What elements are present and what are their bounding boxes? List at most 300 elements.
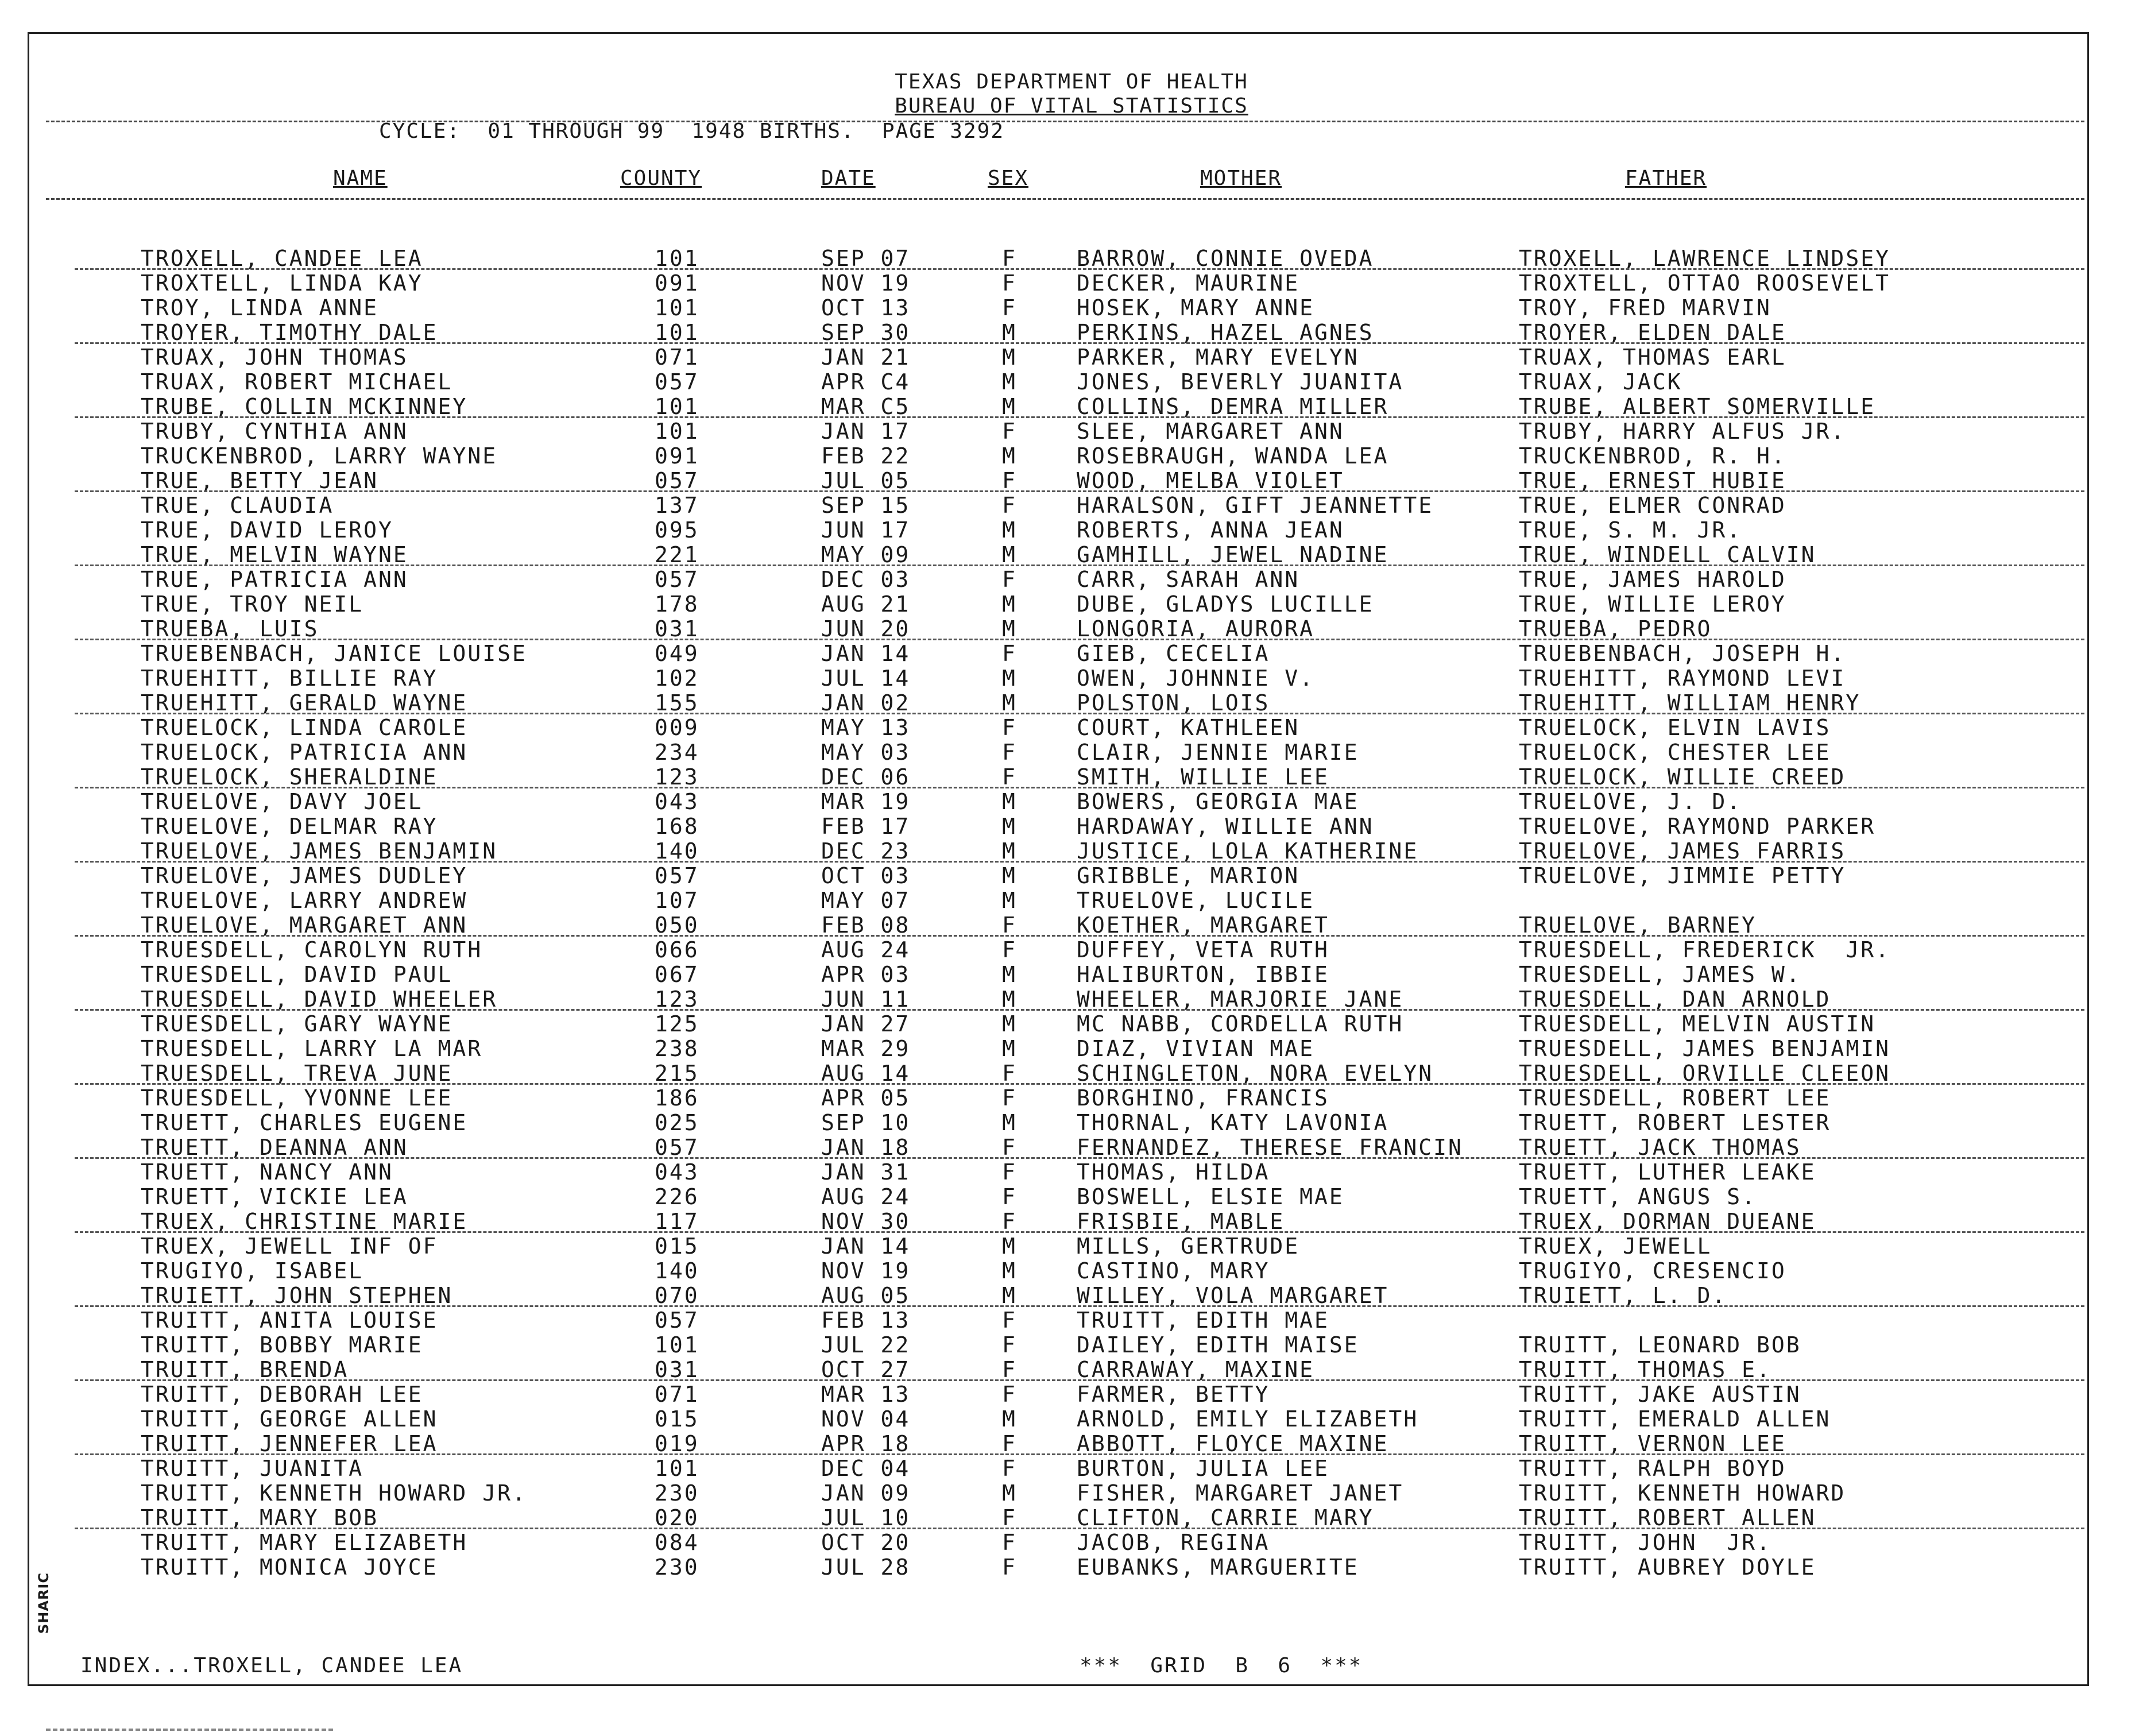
cell-mother: COURT, KATHLEEN — [1077, 715, 1300, 740]
cell-sex: F — [1002, 1382, 1017, 1407]
cell-sex: F — [1002, 913, 1017, 938]
cell-mother: GIEB, CECELIA — [1077, 641, 1270, 666]
cell-sex: F — [1002, 270, 1017, 296]
cell-father: TRUESDELL, ROBERT LEE — [1519, 1085, 1831, 1111]
cell-sex: M — [1002, 517, 1017, 543]
cell-name: TRUETT, CHARLES EUGENE — [141, 1110, 468, 1135]
cell-date: JUN 20 — [821, 616, 911, 641]
cell-name: TRUETT, DEANNA ANN — [141, 1135, 408, 1160]
cell-father: TRUE, S. M. JR. — [1519, 517, 1742, 543]
cell-mother: WOOD, MELBA VIOLET — [1077, 468, 1344, 493]
cell-mother: BURTON, JULIA LEE — [1077, 1456, 1329, 1481]
cell-county: 155 — [655, 690, 699, 716]
cell-county: 019 — [655, 1431, 699, 1456]
cell-sex: M — [1002, 1406, 1017, 1432]
row-separator — [75, 416, 2084, 418]
row-separator — [75, 1083, 2084, 1085]
cell-sex: M — [1002, 863, 1017, 888]
cell-father: TRUELOVE, BARNEY — [1519, 913, 1757, 938]
cell-name: TRUE, MELVIN WAYNE — [141, 542, 408, 567]
cell-name: TRUITT, ANITA LOUISE — [141, 1308, 438, 1333]
row-separator — [75, 1528, 2084, 1529]
cell-name: TRUEX, JEWELL INF OF — [141, 1234, 438, 1259]
cell-name: TRUELOVE, JAMES DUDLEY — [141, 863, 468, 888]
cell-county: 071 — [655, 345, 699, 370]
cell-father: TRUEX, JEWELL — [1519, 1234, 1712, 1259]
cell-father: TRUITT, RALPH BOYD — [1519, 1456, 1786, 1481]
cell-date: JAN 14 — [821, 1234, 911, 1259]
cell-father: TRUESDELL, JAMES BENJAMIN — [1519, 1036, 1890, 1061]
cell-date: DEC 06 — [821, 764, 911, 790]
cell-county: 168 — [655, 814, 699, 839]
cell-county: 043 — [655, 789, 699, 814]
cell-sex: M — [1002, 1110, 1017, 1135]
cell-sex: F — [1002, 295, 1017, 320]
cell-name: TRUELOCK, SHERALDINE — [141, 764, 438, 790]
cell-county: 186 — [655, 1085, 699, 1111]
cell-date: JAN 27 — [821, 1011, 911, 1037]
cell-mother: BORGHINO, FRANCIS — [1077, 1085, 1329, 1111]
cell-sex: M — [1002, 789, 1017, 814]
column-header-name: NAME — [333, 167, 388, 190]
cell-county: 071 — [655, 1382, 699, 1407]
cell-sex: M — [1002, 1036, 1017, 1061]
row-separator — [75, 1305, 2084, 1307]
cell-father: TRUIETT, L. D. — [1519, 1283, 1727, 1308]
cell-sex: F — [1002, 419, 1017, 444]
row-separator — [75, 1009, 2084, 1011]
cell-father: TRUITT, EMERALD ALLEN — [1519, 1406, 1831, 1432]
cell-date: DEC 03 — [821, 567, 911, 592]
cell-father: TRUGIYO, CRESENCIO — [1519, 1258, 1786, 1283]
cell-sex: F — [1002, 641, 1017, 666]
cell-name: TROYER, TIMOTHY DALE — [141, 320, 438, 345]
cell-county: 117 — [655, 1209, 699, 1234]
cell-date: MAY 13 — [821, 715, 911, 740]
cell-mother: EUBANKS, MARGUERITE — [1077, 1555, 1359, 1580]
cell-county: 101 — [655, 1332, 699, 1358]
cell-father: TROY, FRED MARVIN — [1519, 295, 1771, 320]
grid-label: *** GRID B 6 *** — [1080, 1654, 1363, 1677]
row-separator — [75, 787, 2084, 788]
cell-date: AUG 24 — [821, 1184, 911, 1209]
cell-county: 057 — [655, 567, 699, 592]
cell-date: JAN 21 — [821, 345, 911, 370]
cell-mother: BOWERS, GEORGIA MAE — [1077, 789, 1359, 814]
cell-name: TRUEHITT, BILLIE RAY — [141, 666, 438, 691]
cell-sex: F — [1002, 1184, 1017, 1209]
cell-date: MAR 13 — [821, 1382, 911, 1407]
cell-sex: F — [1002, 937, 1017, 962]
row-separator — [75, 713, 2084, 714]
cell-sex: F — [1002, 1159, 1017, 1185]
cell-mother: GAMHILL, JEWEL NADINE — [1077, 542, 1389, 567]
cell-sex: M — [1002, 987, 1017, 1012]
cell-county: 043 — [655, 1159, 699, 1185]
cell-father: TRUITT, THOMAS E. — [1519, 1357, 1771, 1382]
cell-father: TRUESDELL, DAN ARNOLD — [1519, 987, 1831, 1012]
row-separator — [75, 1379, 2084, 1381]
cell-father: TRUETT, ANGUS S. — [1519, 1184, 1757, 1209]
cell-date: MAR 29 — [821, 1036, 911, 1061]
cell-sex: F — [1002, 1555, 1017, 1580]
cell-county: 101 — [655, 295, 699, 320]
cell-name: TRUGIYO, ISABEL — [141, 1258, 364, 1283]
cell-mother: CLAIR, JENNIE MARIE — [1077, 740, 1359, 765]
cell-mother: TRUITT, EDITH MAE — [1077, 1308, 1329, 1333]
cell-mother: HOSEK, MARY ANNE — [1077, 295, 1315, 320]
cell-mother: OWEN, JOHNNIE V. — [1077, 666, 1315, 691]
cell-name: TRUITT, GEORGE ALLEN — [141, 1406, 438, 1432]
cell-sex: M — [1002, 1283, 1017, 1308]
cell-county: 057 — [655, 369, 699, 395]
cell-name: TRUESDELL, CAROLYN RUTH — [141, 937, 483, 962]
cell-sex: F — [1002, 1505, 1017, 1530]
cell-sex: F — [1002, 567, 1017, 592]
cell-name: TRUITT, BRENDA — [141, 1357, 349, 1382]
column-header-rule — [46, 198, 2084, 200]
cell-father: TROYER, ELDEN DALE — [1519, 320, 1786, 345]
cell-sex: M — [1002, 616, 1017, 641]
cell-county: 137 — [655, 493, 699, 518]
cell-name: TRUITT, JUANITA — [141, 1456, 364, 1481]
cell-date: JUN 17 — [821, 517, 911, 543]
cell-county: 178 — [655, 591, 699, 617]
cell-county: 101 — [655, 1456, 699, 1481]
cell-mother: ARNOLD, EMILY ELIZABETH — [1077, 1406, 1419, 1432]
side-tag: SHARIC — [36, 1572, 52, 1634]
cell-father: TRUEBA, PEDRO — [1519, 616, 1712, 641]
cell-date: NOV 30 — [821, 1209, 911, 1234]
cell-sex: F — [1002, 1135, 1017, 1160]
cell-date: APR C4 — [821, 369, 911, 395]
cycle-line: CYCLE: 01 THROUGH 99 1948 BIRTHS. PAGE 3292 — [379, 119, 1004, 143]
cell-name: TRUITT, DEBORAH LEE — [141, 1382, 423, 1407]
cell-date: DEC 04 — [821, 1456, 911, 1481]
cell-county: 091 — [655, 270, 699, 296]
cell-mother: ABBOTT, FLOYCE MAXINE — [1077, 1431, 1389, 1456]
cell-mother: TRUELOVE, LUCILE — [1077, 888, 1315, 913]
cell-mother: HALIBURTON, IBBIE — [1077, 962, 1329, 987]
cell-county: 101 — [655, 320, 699, 345]
cell-sex: F — [1002, 715, 1017, 740]
cell-county: 102 — [655, 666, 699, 691]
cell-name: TRUELOCK, PATRICIA ANN — [141, 740, 468, 765]
cell-sex: F — [1002, 493, 1017, 518]
cell-mother: ROSEBRAUGH, WANDA LEA — [1077, 443, 1389, 469]
header-rule — [46, 121, 2084, 122]
cell-date: AUG 14 — [821, 1061, 911, 1086]
cell-sex: F — [1002, 764, 1017, 790]
cell-date: JUL 05 — [821, 468, 911, 493]
row-separator — [75, 342, 2084, 344]
row-separator — [75, 1157, 2084, 1159]
row-separator — [75, 1231, 2084, 1233]
cell-mother: SMITH, WILLIE LEE — [1077, 764, 1329, 790]
row-separator — [75, 639, 2084, 640]
cell-mother: SLEE, MARGARET ANN — [1077, 419, 1344, 444]
cell-sex: M — [1002, 666, 1017, 691]
cell-date: SEP 07 — [821, 246, 911, 271]
cell-date: JAN 17 — [821, 419, 911, 444]
cell-sex: M — [1002, 690, 1017, 716]
cell-mother: CARRAWAY, MAXINE — [1077, 1357, 1315, 1382]
cell-mother: DUFFEY, VETA RUTH — [1077, 937, 1329, 962]
row-separator — [75, 268, 2084, 270]
cell-county: 215 — [655, 1061, 699, 1086]
cell-father: TRUITT, AUBREY DOYLE — [1519, 1555, 1816, 1580]
cell-name: TRUETT, VICKIE LEA — [141, 1184, 408, 1209]
cell-date: JUL 14 — [821, 666, 911, 691]
cell-mother: GRIBBLE, MARION — [1077, 863, 1300, 888]
cell-name: TRUELOVE, MARGARET ANN — [141, 913, 468, 938]
index-label: INDEX...TROXELL, CANDEE LEA — [80, 1654, 463, 1677]
cell-county: 091 — [655, 443, 699, 469]
cell-name: TRUITT, JENNEFER LEA — [141, 1431, 438, 1456]
cell-name: TRUESDELL, YVONNE LEE — [141, 1085, 453, 1111]
cell-sex: F — [1002, 1209, 1017, 1234]
cell-father: TRUAX, THOMAS EARL — [1519, 345, 1786, 370]
column-header-father: FATHER — [1625, 167, 1707, 190]
cell-father: TRUE, WILLIE LEROY — [1519, 591, 1786, 617]
cell-name: TRUAX, ROBERT MICHAEL — [141, 369, 453, 395]
cell-mother: SCHINGLETON, NORA EVELYN — [1077, 1061, 1434, 1086]
cell-county: 238 — [655, 1036, 699, 1061]
cell-father: TRUAX, JACK — [1519, 369, 1682, 395]
cell-mother: MC NABB, CORDELLA RUTH — [1077, 1011, 1404, 1037]
cell-date: JUL 28 — [821, 1555, 911, 1580]
cell-mother: COLLINS, DEMRA MILLER — [1077, 394, 1389, 419]
row-separator — [75, 861, 2084, 863]
cell-county: 066 — [655, 937, 699, 962]
cell-date: FEB 22 — [821, 443, 911, 469]
cell-father: TRUEHITT, WILLIAM HENRY — [1519, 690, 1861, 716]
cell-mother: CARR, SARAH ANN — [1077, 567, 1300, 592]
cell-sex: M — [1002, 1480, 1017, 1506]
cell-county: 009 — [655, 715, 699, 740]
cell-father: TRUE, ERNEST HUBIE — [1519, 468, 1786, 493]
cell-mother: FRISBIE, MABLE — [1077, 1209, 1285, 1234]
column-header-mother: MOTHER — [1200, 167, 1282, 190]
cell-date: JAN 02 — [821, 690, 911, 716]
cell-mother: DIAZ, VIVIAN MAE — [1077, 1036, 1315, 1061]
cell-county: 140 — [655, 1258, 699, 1283]
cell-name: TRUIETT, JOHN STEPHEN — [141, 1283, 453, 1308]
cell-county: 084 — [655, 1530, 699, 1555]
cell-date: JAN 18 — [821, 1135, 911, 1160]
cell-name: TROY, LINDA ANNE — [141, 295, 379, 320]
cell-mother: THORNAL, KATY LAVONIA — [1077, 1110, 1389, 1135]
cell-date: JAN 14 — [821, 641, 911, 666]
cell-date: NOV 19 — [821, 270, 911, 296]
cell-mother: PERKINS, HAZEL AGNES — [1077, 320, 1374, 345]
cell-date: APR 18 — [821, 1431, 911, 1456]
cell-name: TRUEBA, LUIS — [141, 616, 319, 641]
cell-mother: HARALSON, GIFT JEANNETTE — [1077, 493, 1434, 518]
cell-date: OCT 27 — [821, 1357, 911, 1382]
cell-sex: M — [1002, 962, 1017, 987]
cell-sex: M — [1002, 369, 1017, 395]
cell-county: 031 — [655, 616, 699, 641]
cell-name: TRUEX, CHRISTINE MARIE — [141, 1209, 468, 1234]
cell-date: NOV 19 — [821, 1258, 911, 1283]
cell-name: TRUELOCK, LINDA CAROLE — [141, 715, 468, 740]
cell-name: TRUESDELL, DAVID PAUL — [141, 962, 453, 987]
cell-mother: HARDAWAY, WILLIE ANN — [1077, 814, 1374, 839]
cell-name: TRUE, TROY NEIL — [141, 591, 364, 617]
cell-name: TRUE, DAVID LEROY — [141, 517, 393, 543]
cell-name: TRUEBENBACH, JANICE LOUISE — [141, 641, 527, 666]
cell-father: TRUBE, ALBERT SOMERVILLE — [1519, 394, 1876, 419]
column-header-county: COUNTY — [620, 167, 702, 190]
cell-father: TRUELOCK, ELVIN LAVIS — [1519, 715, 1831, 740]
cell-sex: M — [1002, 443, 1017, 469]
row-separator — [75, 490, 2084, 492]
cell-father: TRUELOVE, J. D. — [1519, 789, 1742, 814]
cell-sex: F — [1002, 468, 1017, 493]
cell-sex: F — [1002, 1332, 1017, 1358]
cell-father: TROXTELL, OTTAO ROOSEVELT — [1519, 270, 1890, 296]
cell-father: TRUE, ELMER CONRAD — [1519, 493, 1786, 518]
cell-father: TRUE, WINDELL CALVIN — [1519, 542, 1816, 567]
cell-mother: ROBERTS, ANNA JEAN — [1077, 517, 1344, 543]
cell-father: TRUITT, LEONARD BOB — [1519, 1332, 1801, 1358]
cell-mother: CLIFTON, CARRIE MARY — [1077, 1505, 1374, 1530]
cell-sex: M — [1002, 888, 1017, 913]
cell-date: MAY 07 — [821, 888, 911, 913]
cell-county: 230 — [655, 1555, 699, 1580]
column-header-date: DATE — [821, 167, 876, 190]
cell-date: JUN 11 — [821, 987, 911, 1012]
cell-mother: DUBE, GLADYS LUCILLE — [1077, 591, 1374, 617]
cell-name: TRUELOVE, LARRY ANDREW — [141, 888, 468, 913]
cell-name: TRUESDELL, GARY WAYNE — [141, 1011, 453, 1037]
cell-father: TRUITT, KENNETH HOWARD — [1519, 1480, 1846, 1506]
cell-county: 234 — [655, 740, 699, 765]
cell-date: MAY 03 — [821, 740, 911, 765]
cell-sex: M — [1002, 838, 1017, 864]
cell-father: TRUESDELL, FREDERICK JR. — [1519, 937, 1890, 962]
cell-county: 050 — [655, 913, 699, 938]
cell-county: 221 — [655, 542, 699, 567]
cell-father: TROXELL, LAWRENCE LINDSEY — [1519, 246, 1890, 271]
cell-mother: JUSTICE, LOLA KATHERINE — [1077, 838, 1419, 864]
cell-county: 095 — [655, 517, 699, 543]
cell-name: TROXELL, CANDEE LEA — [141, 246, 423, 271]
cell-date: OCT 03 — [821, 863, 911, 888]
cell-date: OCT 13 — [821, 295, 911, 320]
cell-father: TRUITT, VERNON LEE — [1519, 1431, 1786, 1456]
cell-sex: M — [1002, 345, 1017, 370]
cell-sex: F — [1002, 1357, 1017, 1382]
cell-mother: LONGORIA, AURORA — [1077, 616, 1315, 641]
cell-county: 101 — [655, 419, 699, 444]
cell-name: TRUESDELL, DAVID WHEELER — [141, 987, 498, 1012]
cell-mother: DAILEY, EDITH MAISE — [1077, 1332, 1359, 1358]
cell-sex: M — [1002, 320, 1017, 345]
cell-date: JAN 09 — [821, 1480, 911, 1506]
cell-date: SEP 10 — [821, 1110, 911, 1135]
cell-father: TRUBY, HARRY ALFUS JR. — [1519, 419, 1846, 444]
cell-mother: JONES, BEVERLY JUANITA — [1077, 369, 1404, 395]
cell-name: TRUBY, CYNTHIA ANN — [141, 419, 408, 444]
cell-county: 101 — [655, 246, 699, 271]
cell-name: TRUBE, COLLIN MCKINNEY — [141, 394, 468, 419]
cell-mother: FISHER, MARGARET JANET — [1077, 1480, 1404, 1506]
cell-county: 025 — [655, 1110, 699, 1135]
cell-sex: F — [1002, 740, 1017, 765]
cell-date: AUG 24 — [821, 937, 911, 962]
cell-father: TRUETT, JACK THOMAS — [1519, 1135, 1801, 1160]
cell-mother: BARROW, CONNIE OVEDA — [1077, 246, 1374, 271]
column-header-sex: SEX — [988, 167, 1029, 190]
cell-sex: F — [1002, 1530, 1017, 1555]
cell-mother: KOETHER, MARGARET — [1077, 913, 1329, 938]
cell-sex: F — [1002, 246, 1017, 271]
cell-date: AUG 21 — [821, 591, 911, 617]
cell-mother: THOMAS, HILDA — [1077, 1159, 1270, 1185]
cell-name: TROXTELL, LINDA KAY — [141, 270, 423, 296]
cell-father: TRUELOVE, RAYMOND PARKER — [1519, 814, 1876, 839]
cell-date: APR 05 — [821, 1085, 911, 1111]
cell-father: TRUETT, ROBERT LESTER — [1519, 1110, 1831, 1135]
cell-sex: M — [1002, 1011, 1017, 1037]
row-separator — [75, 1453, 2084, 1455]
cell-name: TRUE, PATRICIA ANN — [141, 567, 408, 592]
bottom-edge-mark — [46, 1729, 333, 1731]
cell-county: 015 — [655, 1406, 699, 1432]
cell-mother: BOSWELL, ELSIE MAE — [1077, 1184, 1344, 1209]
row-separator — [75, 565, 2084, 566]
cell-county: 123 — [655, 987, 699, 1012]
cell-mother: PARKER, MARY EVELYN — [1077, 345, 1359, 370]
cell-date: MAR 19 — [821, 789, 911, 814]
cell-name: TRUCKENBROD, LARRY WAYNE — [141, 443, 498, 469]
cell-county: 067 — [655, 962, 699, 987]
cell-county: 230 — [655, 1480, 699, 1506]
cell-county: 031 — [655, 1357, 699, 1382]
cell-sex: F — [1002, 1061, 1017, 1086]
cell-county: 226 — [655, 1184, 699, 1209]
cell-date: MAY 09 — [821, 542, 911, 567]
cell-father: TRUEX, DORMAN DUEANE — [1519, 1209, 1816, 1234]
cell-date: NOV 04 — [821, 1406, 911, 1432]
cell-name: TRUITT, MONICA JOYCE — [141, 1555, 438, 1580]
cell-father: TRUEBENBACH, JOSEPH H. — [1519, 641, 1846, 666]
cell-mother: CASTINO, MARY — [1077, 1258, 1270, 1283]
cell-sex: M — [1002, 1258, 1017, 1283]
cell-mother: DECKER, MAURINE — [1077, 270, 1300, 296]
cell-name: TRUITT, MARY BOB — [141, 1505, 379, 1530]
header-department: TEXAS DEPARTMENT OF HEALTH — [895, 70, 1248, 94]
cell-county: 057 — [655, 468, 699, 493]
cell-father: TRUELOCK, CHESTER LEE — [1519, 740, 1831, 765]
cell-name: TRUE, CLAUDIA — [141, 493, 334, 518]
cell-date: JUL 22 — [821, 1332, 911, 1358]
cell-name: TRUESDELL, LARRY LA MAR — [141, 1036, 483, 1061]
cell-date: DEC 23 — [821, 838, 911, 864]
cell-county: 057 — [655, 1135, 699, 1160]
cell-mother: FERNANDEZ, THERESE FRANCIN — [1077, 1135, 1463, 1160]
cell-name: TRUETT, NANCY ANN — [141, 1159, 393, 1185]
cell-county: 070 — [655, 1283, 699, 1308]
cell-county: 015 — [655, 1234, 699, 1259]
cell-county: 049 — [655, 641, 699, 666]
cell-sex: M — [1002, 542, 1017, 567]
cell-name: TRUELOVE, DELMAR RAY — [141, 814, 438, 839]
cell-father: TRUELOVE, JAMES FARRIS — [1519, 838, 1846, 864]
cell-date: FEB 08 — [821, 913, 911, 938]
